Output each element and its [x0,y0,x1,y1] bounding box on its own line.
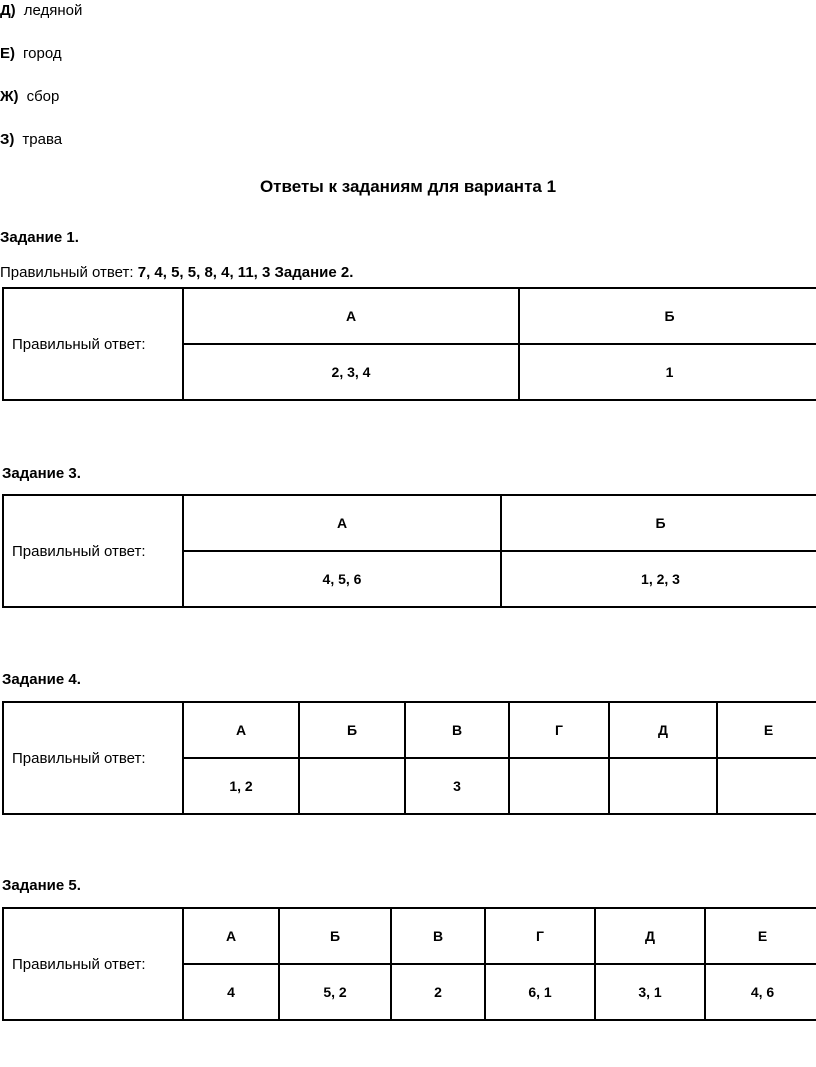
answer-cell: 4, 5, 6 [183,551,501,607]
answer-cell [717,758,816,814]
answer-cell: 1, 2, 3 [501,551,816,607]
option-text: сбор [26,88,60,105]
column-header: А [183,908,279,964]
task2-heading: Задание 2. [274,264,354,281]
task4-table [2,701,816,815]
option-letter: Е) [0,45,15,62]
column-header: Д [595,908,705,964]
task1-answer-line [0,264,353,281]
task1-heading: Задание 1. [0,229,79,246]
answer-cell: 1, 2 [183,758,299,814]
option-z [0,131,62,148]
option-letter: Ж) [0,88,19,105]
task3-table [2,494,816,608]
answer-cell: 3, 1 [595,964,705,1020]
answer-cell [609,758,717,814]
column-header: Г [509,702,609,758]
column-header: А [183,495,501,551]
column-header: В [405,702,509,758]
answer-cell: 6, 1 [485,964,595,1020]
answer-label: Правильный ответ: [3,495,183,607]
answer-cell: 1 [519,344,816,400]
option-text: ледяной [23,2,83,19]
answer-cell: 4 [183,964,279,1020]
column-header: А [183,288,519,344]
column-header: Б [299,702,405,758]
page-title: Ответы к заданиям для варианта 1 [259,177,557,196]
answer-cell: 2, 3, 4 [183,344,519,400]
column-header: Е [717,702,816,758]
task5-heading: Задание 5. [2,877,81,894]
task1-prefix: Правильный ответ: [0,264,138,281]
column-header: Е [705,908,816,964]
answer-cell: 3 [405,758,509,814]
answer-cell [299,758,405,814]
column-header: Б [501,495,816,551]
option-letter: З) [0,131,15,148]
column-header: В [391,908,485,964]
option-e [0,45,62,62]
task5-table [2,907,816,1021]
task3-heading: Задание 3. [2,465,81,482]
option-zh [0,88,59,105]
column-header: Д [609,702,717,758]
answer-cell: 2 [391,964,485,1020]
option-letter: Д) [0,2,16,19]
answer-label: Правильный ответ: [3,908,183,1020]
task1-answer: 7, 4, 5, 5, 8, 4, 11, 3 [137,264,271,281]
answer-cell [509,758,609,814]
option-text: город [23,45,62,62]
column-header: Б [519,288,816,344]
column-header: Б [279,908,391,964]
task2-table [2,287,816,401]
answer-cell: 5, 2 [279,964,391,1020]
task4-heading: Задание 4. [2,671,81,688]
answer-label: Правильный ответ: [3,288,183,400]
answer-label: Правильный ответ: [3,702,183,814]
option-d [0,2,82,19]
column-header: А [183,702,299,758]
column-header: Г [485,908,595,964]
option-text: трава [22,131,63,148]
answer-cell: 4, 6 [705,964,816,1020]
